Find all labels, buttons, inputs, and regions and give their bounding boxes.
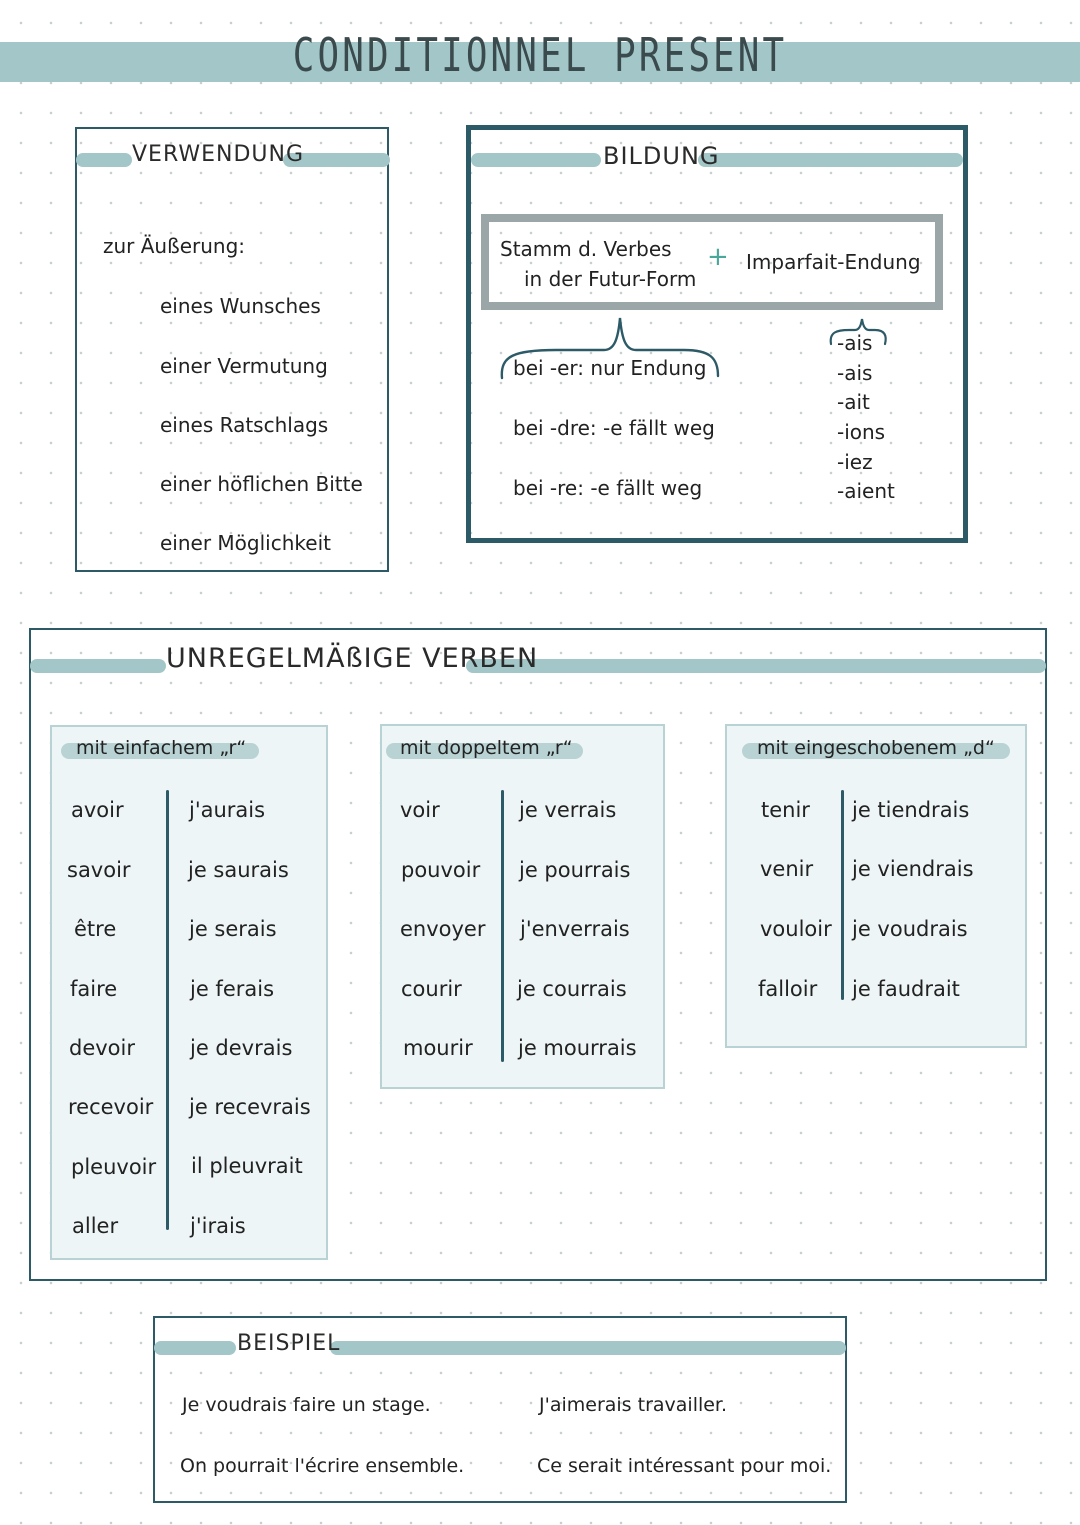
infinitive: pouvoir bbox=[401, 858, 481, 882]
verwendung-band-left bbox=[76, 153, 132, 167]
beispiel-band-left bbox=[154, 1341, 236, 1355]
conditional-form: je courrais bbox=[517, 977, 627, 1001]
infinitive: vouloir bbox=[760, 917, 832, 941]
example-sentence: Je voudrais faire un stage. bbox=[182, 1394, 431, 1416]
infinitive: recevoir bbox=[68, 1095, 154, 1119]
ending-item: -iez bbox=[837, 450, 873, 474]
ending-item: -ais bbox=[837, 331, 873, 355]
bildung-band-left bbox=[471, 153, 601, 167]
verwendung-item: einer Möglichkeit bbox=[160, 531, 331, 555]
conditional-form: je faudrait bbox=[852, 977, 960, 1001]
verwendung-item: eines Ratschlags bbox=[160, 413, 329, 437]
conditional-form: j'enverrais bbox=[520, 917, 630, 941]
verwendung-item: einer Vermutung bbox=[160, 354, 328, 378]
conditional-form: je recevrais bbox=[189, 1095, 311, 1119]
group-label: mit eingeschobenem „d“ bbox=[757, 737, 995, 759]
ending-label: Imparfait-Endung bbox=[746, 250, 921, 274]
bildung-heading: BILDUNG bbox=[603, 142, 720, 170]
infinitive: devoir bbox=[69, 1036, 135, 1060]
example-sentence: On pourrait l'écrire ensemble. bbox=[180, 1455, 465, 1477]
infinitive: courir bbox=[401, 977, 462, 1001]
group-label: mit einfachem „r“ bbox=[76, 737, 247, 759]
verwendung-intro: zur Äußerung: bbox=[103, 234, 246, 258]
ending-item: -ais bbox=[837, 361, 873, 385]
beispiel-heading: BEISPIEL bbox=[237, 1331, 341, 1356]
plus-sign: + bbox=[707, 242, 729, 272]
infinitive: envoyer bbox=[400, 917, 486, 941]
group-double-r-panel bbox=[380, 724, 665, 1089]
column-divider bbox=[841, 790, 844, 1000]
example-sentence: J'aimerais travailler. bbox=[539, 1394, 728, 1416]
conditional-form: je voudrais bbox=[852, 917, 968, 941]
column-divider bbox=[501, 790, 504, 1062]
infinitive: être bbox=[74, 917, 117, 941]
conditional-form: j'irais bbox=[190, 1214, 246, 1238]
infinitive: tenir bbox=[761, 798, 810, 822]
irregular-band-left bbox=[30, 659, 166, 673]
conditional-form: je viendrais bbox=[852, 857, 974, 881]
verwendung-box bbox=[75, 127, 389, 572]
infinitive: savoir bbox=[67, 858, 131, 882]
example-sentence: Ce serait intéressant pour moi. bbox=[537, 1455, 832, 1477]
infinitive: mourir bbox=[403, 1036, 473, 1060]
conditional-form: je mourrais bbox=[518, 1036, 637, 1060]
ending-item: -ions bbox=[837, 420, 886, 444]
ending-item: -ait bbox=[837, 390, 870, 414]
column-divider bbox=[166, 790, 169, 1230]
stem-line-2: in der Futur-Form bbox=[524, 267, 697, 291]
stem-line-1: Stamm d. Verbes bbox=[500, 237, 672, 261]
conditional-form: je devrais bbox=[190, 1036, 293, 1060]
infinitive: faire bbox=[70, 977, 118, 1001]
verwendung-item: einer höflichen Bitte bbox=[160, 472, 363, 496]
page-title: CONDITIONNEL PRESENT bbox=[292, 28, 788, 82]
conditional-form: je tiendrais bbox=[852, 798, 970, 822]
rule-er: bei -er: nur Endung bbox=[513, 356, 707, 380]
ending-item: -aient bbox=[837, 479, 895, 503]
bildung-band-right bbox=[698, 153, 963, 167]
conditional-form: j'aurais bbox=[189, 798, 266, 822]
conditional-form: il pleuvrait bbox=[191, 1154, 303, 1178]
irregular-band-right bbox=[466, 659, 1046, 673]
verwendung-heading: VERWENDUNG bbox=[132, 142, 305, 167]
conditional-form: je pourrais bbox=[519, 858, 631, 882]
infinitive: aller bbox=[72, 1214, 119, 1238]
conditional-form: je ferais bbox=[190, 977, 275, 1001]
infinitive: avoir bbox=[71, 798, 124, 822]
conditional-form: je verrais bbox=[519, 798, 617, 822]
group-label: mit doppeltem „r“ bbox=[400, 737, 573, 759]
irregular-heading: UNREGELMÄßIGE VERBEN bbox=[166, 643, 539, 674]
infinitive: venir bbox=[760, 857, 814, 881]
rule-dre: bei -dre: -e fällt weg bbox=[513, 416, 715, 440]
beispiel-band-right bbox=[330, 1341, 846, 1355]
rule-re: bei -re: -e fällt weg bbox=[513, 476, 703, 500]
conditional-form: je saurais bbox=[188, 858, 289, 882]
conditional-form: je serais bbox=[189, 917, 277, 941]
infinitive: falloir bbox=[758, 977, 818, 1001]
verwendung-item: eines Wunsches bbox=[160, 294, 321, 318]
infinitive: pleuvoir bbox=[71, 1155, 157, 1179]
infinitive: voir bbox=[400, 798, 440, 822]
